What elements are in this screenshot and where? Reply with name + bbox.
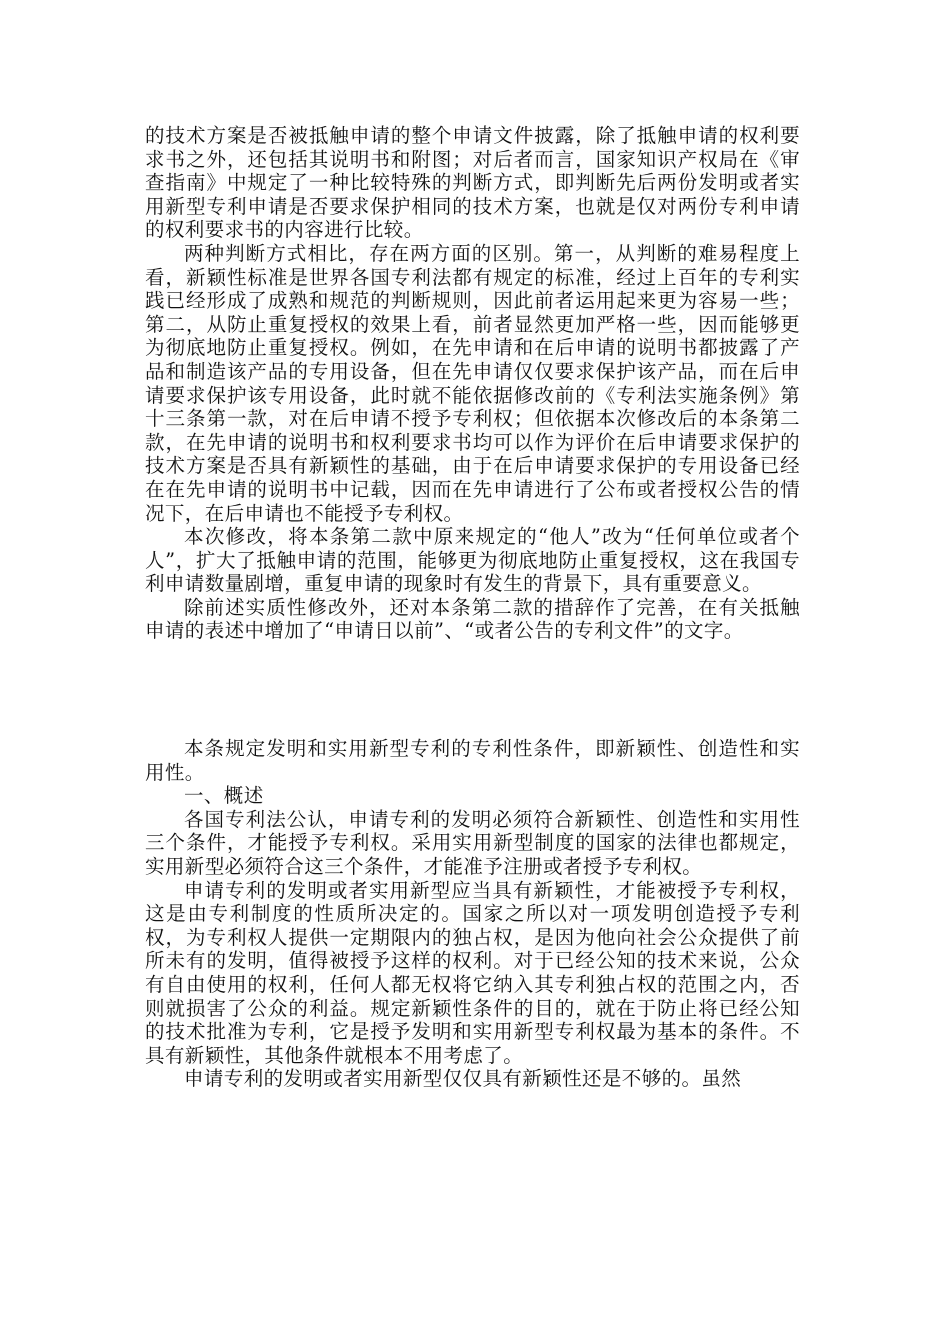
section-gap [145, 643, 800, 737]
paragraph: 各国专利法公认，申请专利的发明必须符合新颖性、创造性和实用性三个条件，才能授予专利权。采用实用新型制度的国家的法律也都规定，实用新型必须符合这三个条件，才能准予注册或者授予专利权。 [145, 807, 800, 879]
paragraph: 本条规定发明和实用新型专利的专利性条件，即新颖性、创造性和实用性。 [145, 737, 800, 784]
paragraph: 本次修改，将本条第二款中原来规定的“他人”改为“任何单位或者个人”，扩大了抵触申请的范围，能够更为彻底地防止重复授权，这在我国专利申请数量剧增，重复申请的现象时有发生的背景下，具有重要意义。 [145, 525, 800, 596]
document-page [145, 124, 800, 1091]
section-1 [145, 124, 800, 643]
paragraph: 申请专利的发明或者实用新型应当具有新颖性，才能被授予专利权，这是由专利制度的性质所决定的。国家之所以对一项发明创造授予专利权，为专利权人提供一定期限内的独占权，是因为他向社会公众提供了前所未有的发明，值得被授予这样的权利。对于已经公知的技术来说，公众有自由使用的权利，任何人都无权将它纳入其专利独占权的范围之内，否则就损害了公众的利益。规定新颖性条件的目的，就在于防止将已经公知的技术批准为专利，它是授予发明和实用新型专利权最为基本的条件。不具有新颖性，其他条件就根本不用考虑了。 [145, 878, 800, 1067]
paragraph: 的技术方案是否被抵触申请的整个申请文件披露，除了抵触申请的权利要求书之外，还包括其说明书和附图；对后者而言，国家知识产权局在《审查指南》中规定了一种比较特殊的判断方式，即判断先后两份发明或者实用新型专利申请是否要求保护相同的技术方案，也就是仅对两份专利申请的权利要求书的内容进行比较。 [145, 124, 800, 242]
paragraph: 除前述实质性修改外，还对本条第二款的措辞作了完善，在有关抵触申请的表述中增加了“申请日以前”、“或者公告的专利文件”的文字。 [145, 595, 800, 643]
paragraph: 两种判断方式相比，存在两方面的区别。第一，从判断的难易程度上看，新颖性标准是世界各国专利法都有规定的标准，经过上百年的专利实践已经形成了成熟和规范的判断规则，因此前者运用起来更为容易一些；第二，从防止重复授权的效果上看，前者显然更加严格一些，因而能够更为彻底地防止重复授权。例如，在先申请和在后申请的说明书都披露了产品和制造该产品的专用设备，但在先申请仅仅要求保护该产品，而在后申请要求保护该专用设备，此时就不能依据修改前的《专利法实施条例》第十三条第一款，对在后申请不授予专利权；但依据本次修改后的本条第二款，在先申请的说明书和权利要求书均可以作为评价在后申请要求保护的技术方案是否具有新颖性的基础，由于在后申请要求保护的专用设备已经在在先申请的说明书中记载，因而在先申请进行了公布或者授权公告的情况下，在后申请也不能授予专利权。 [145, 241, 800, 525]
paragraph: 申请专利的发明或者实用新型仅仅具有新颖性还是不够的。虽然 [184, 1067, 742, 1091]
section-heading: 一、概述 [184, 784, 264, 808]
section-2 [145, 737, 800, 1091]
